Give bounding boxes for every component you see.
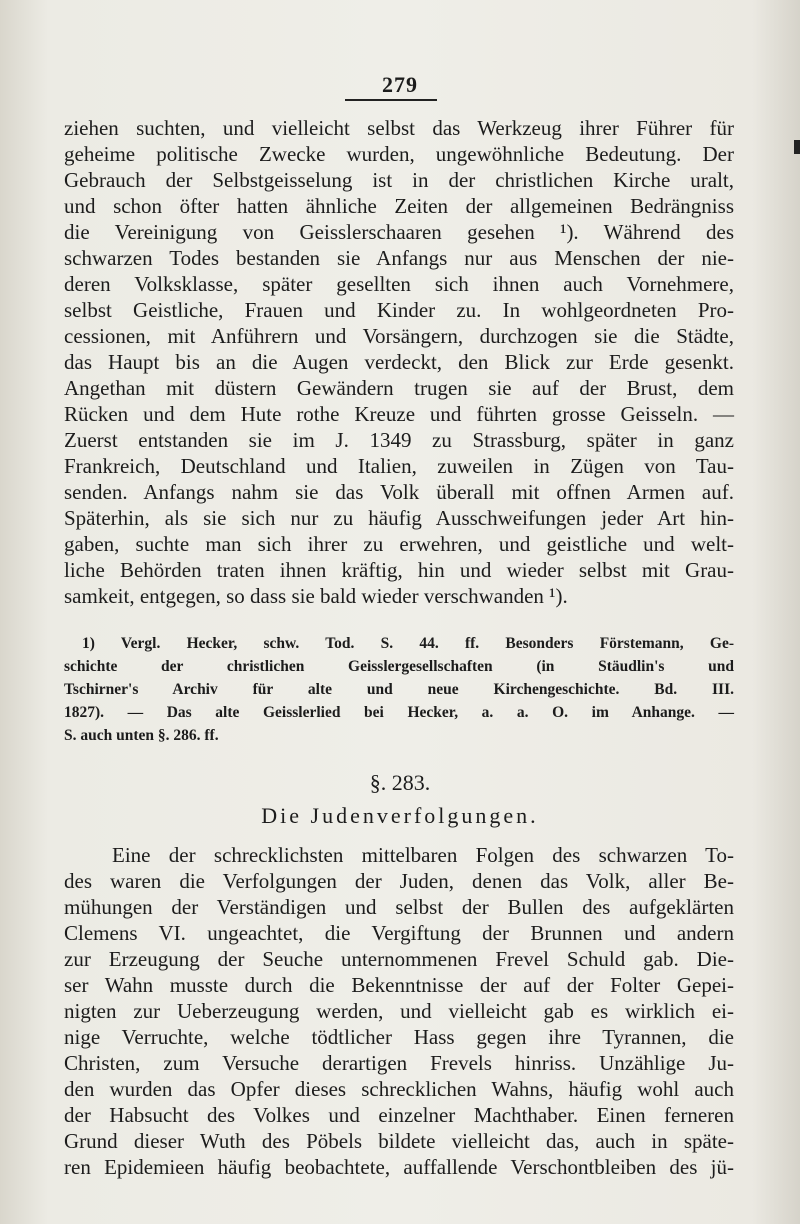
text-line: gaben, suchte man sich ihrer zu erwehren, und geistliche und welt- — [64, 532, 734, 556]
text-line: Eine der schrecklichsten mittelbaren Folgen des schwarzen To- — [112, 843, 734, 867]
text-line: und schon öfter hatten ähnliche Zeiten der allgemeinen Bedrängniss — [64, 194, 734, 218]
text-line: ziehen suchten, und vielleicht selbst das Werkzeug ihrer Führer für — [64, 116, 734, 140]
text-line: liche Behörden traten ihnen kräftig, hin und wieder selbst mit Grau- — [64, 558, 734, 582]
footnote-line: 1) Vergl. Hecker, schw. Tod. S. 44. ff. Besonders Förstemann, Ge- — [82, 635, 734, 652]
text-line: die Vereinigung von Geisslerschaaren gesehen ¹). Während des — [64, 220, 734, 244]
text-line: mühungen der Verständigen und selbst der Bullen des aufgeklärten — [64, 895, 734, 919]
text-line: Grund dieser Wuth des Pöbels bildete vielleicht das, auch in späte- — [64, 1129, 734, 1153]
section-number: §. 283. — [369, 770, 431, 795]
text-line: Zuerst entstanden sie im J. 1349 zu Strassburg, später in ganz — [64, 428, 734, 452]
text-line: zur Erzeugung der Seuche unternommenen Frevel Schuld gab. Die- — [64, 947, 734, 971]
text-line: ser Wahn musste durch die Bekenntnisse der auf der Folter Gepei- — [64, 973, 734, 997]
text-line: das Haupt bis an die Augen verdeckt, den Blick zur Erde gesenkt. — [64, 350, 734, 374]
text-line: schwarzen Todes bestanden sie Anfangs nur aus Menschen der nie- — [64, 246, 734, 270]
margin-mark — [794, 140, 800, 154]
text-line: deren Volksklasse, später gesellten sich ihnen auch Vornehmere, — [64, 272, 734, 296]
footnote-line: S. auch unten §. 286. ff. — [64, 727, 219, 744]
page-number-rule — [345, 99, 437, 101]
page-number: 279 — [382, 72, 418, 97]
text-line: Angethan mit düstern Gewändern trugen sie auf der Brust, dem — [64, 376, 734, 400]
footnote-line: Tschirner's Archiv für alte und neue Kirchengeschichte. Bd. III. — [64, 681, 734, 698]
text-line: Gebrauch der Selbstgeisselung ist in der christlichen Kirche uralt, — [64, 168, 734, 192]
text-line: selbst Geistliche, Frauen und Kinder zu. In wohlgeordneten Pro- — [64, 298, 734, 322]
section-title: Die Judenverfolgungen. — [261, 803, 539, 828]
text-line: cessionen, mit Anführern und Vorsängern, durchzogen sie die Städte, — [64, 324, 734, 348]
text-line: Christen, zum Versuche derartigen Frevels hinriss. Unzählige Ju- — [64, 1051, 734, 1075]
text-line: des waren die Verfolgungen der Juden, denen das Volk, aller Be- — [64, 869, 734, 893]
section-paragraph — [64, 842, 734, 1180]
text-line: Clemens VI. ungeachtet, die Vergiftung der Brunnen und andern — [64, 921, 734, 945]
text-line: senden. Anfangs nahm sie das Volk überall mit offnen Armen auf. — [64, 480, 734, 504]
text-line: ren Epidemieen häufig beobachtete, auffallende Verschontbleiben des jü- — [64, 1155, 734, 1179]
text-line: den wurden das Opfer dieses schrecklichen Wahns, häufig wohl auch — [64, 1077, 734, 1101]
footnote-block — [64, 632, 734, 747]
text-line: nigten zur Ueberzeugung werden, und vielleicht gab es wirklich ei- — [64, 999, 734, 1023]
footnote-line: schichte der christlichen Geisslergesellschaften (in Stäudlin's und — [64, 658, 734, 675]
text-line: Späterhin, als sie sich nur zu häufig Ausschweifungen jeder Art hin- — [64, 506, 734, 530]
text-line: nige Verruchte, welche tödtlicher Hass gegen ihre Tyrannen, die — [64, 1025, 734, 1049]
text-line: der Habsucht des Volkes und einzelner Machthaber. Einen ferneren — [64, 1103, 734, 1127]
text-line: Rücken und dem Hute rothe Kreuze und führten grosse Geisseln. — — [64, 402, 734, 426]
text-line: samkeit, entgegen, so dass sie bald wieder verschwanden ¹). — [64, 584, 568, 608]
text-line: Frankreich, Deutschland und Italien, zuweilen in Zügen von Tau- — [64, 454, 734, 478]
footnote-line: 1827). — Das alte Geisslerlied bei Hecker, a. a. O. im Anhange. — — [64, 704, 734, 721]
text-line: geheime politische Zwecke wurden, ungewöhnliche Bedeutung. Der — [64, 142, 734, 166]
main-paragraph — [64, 115, 734, 609]
